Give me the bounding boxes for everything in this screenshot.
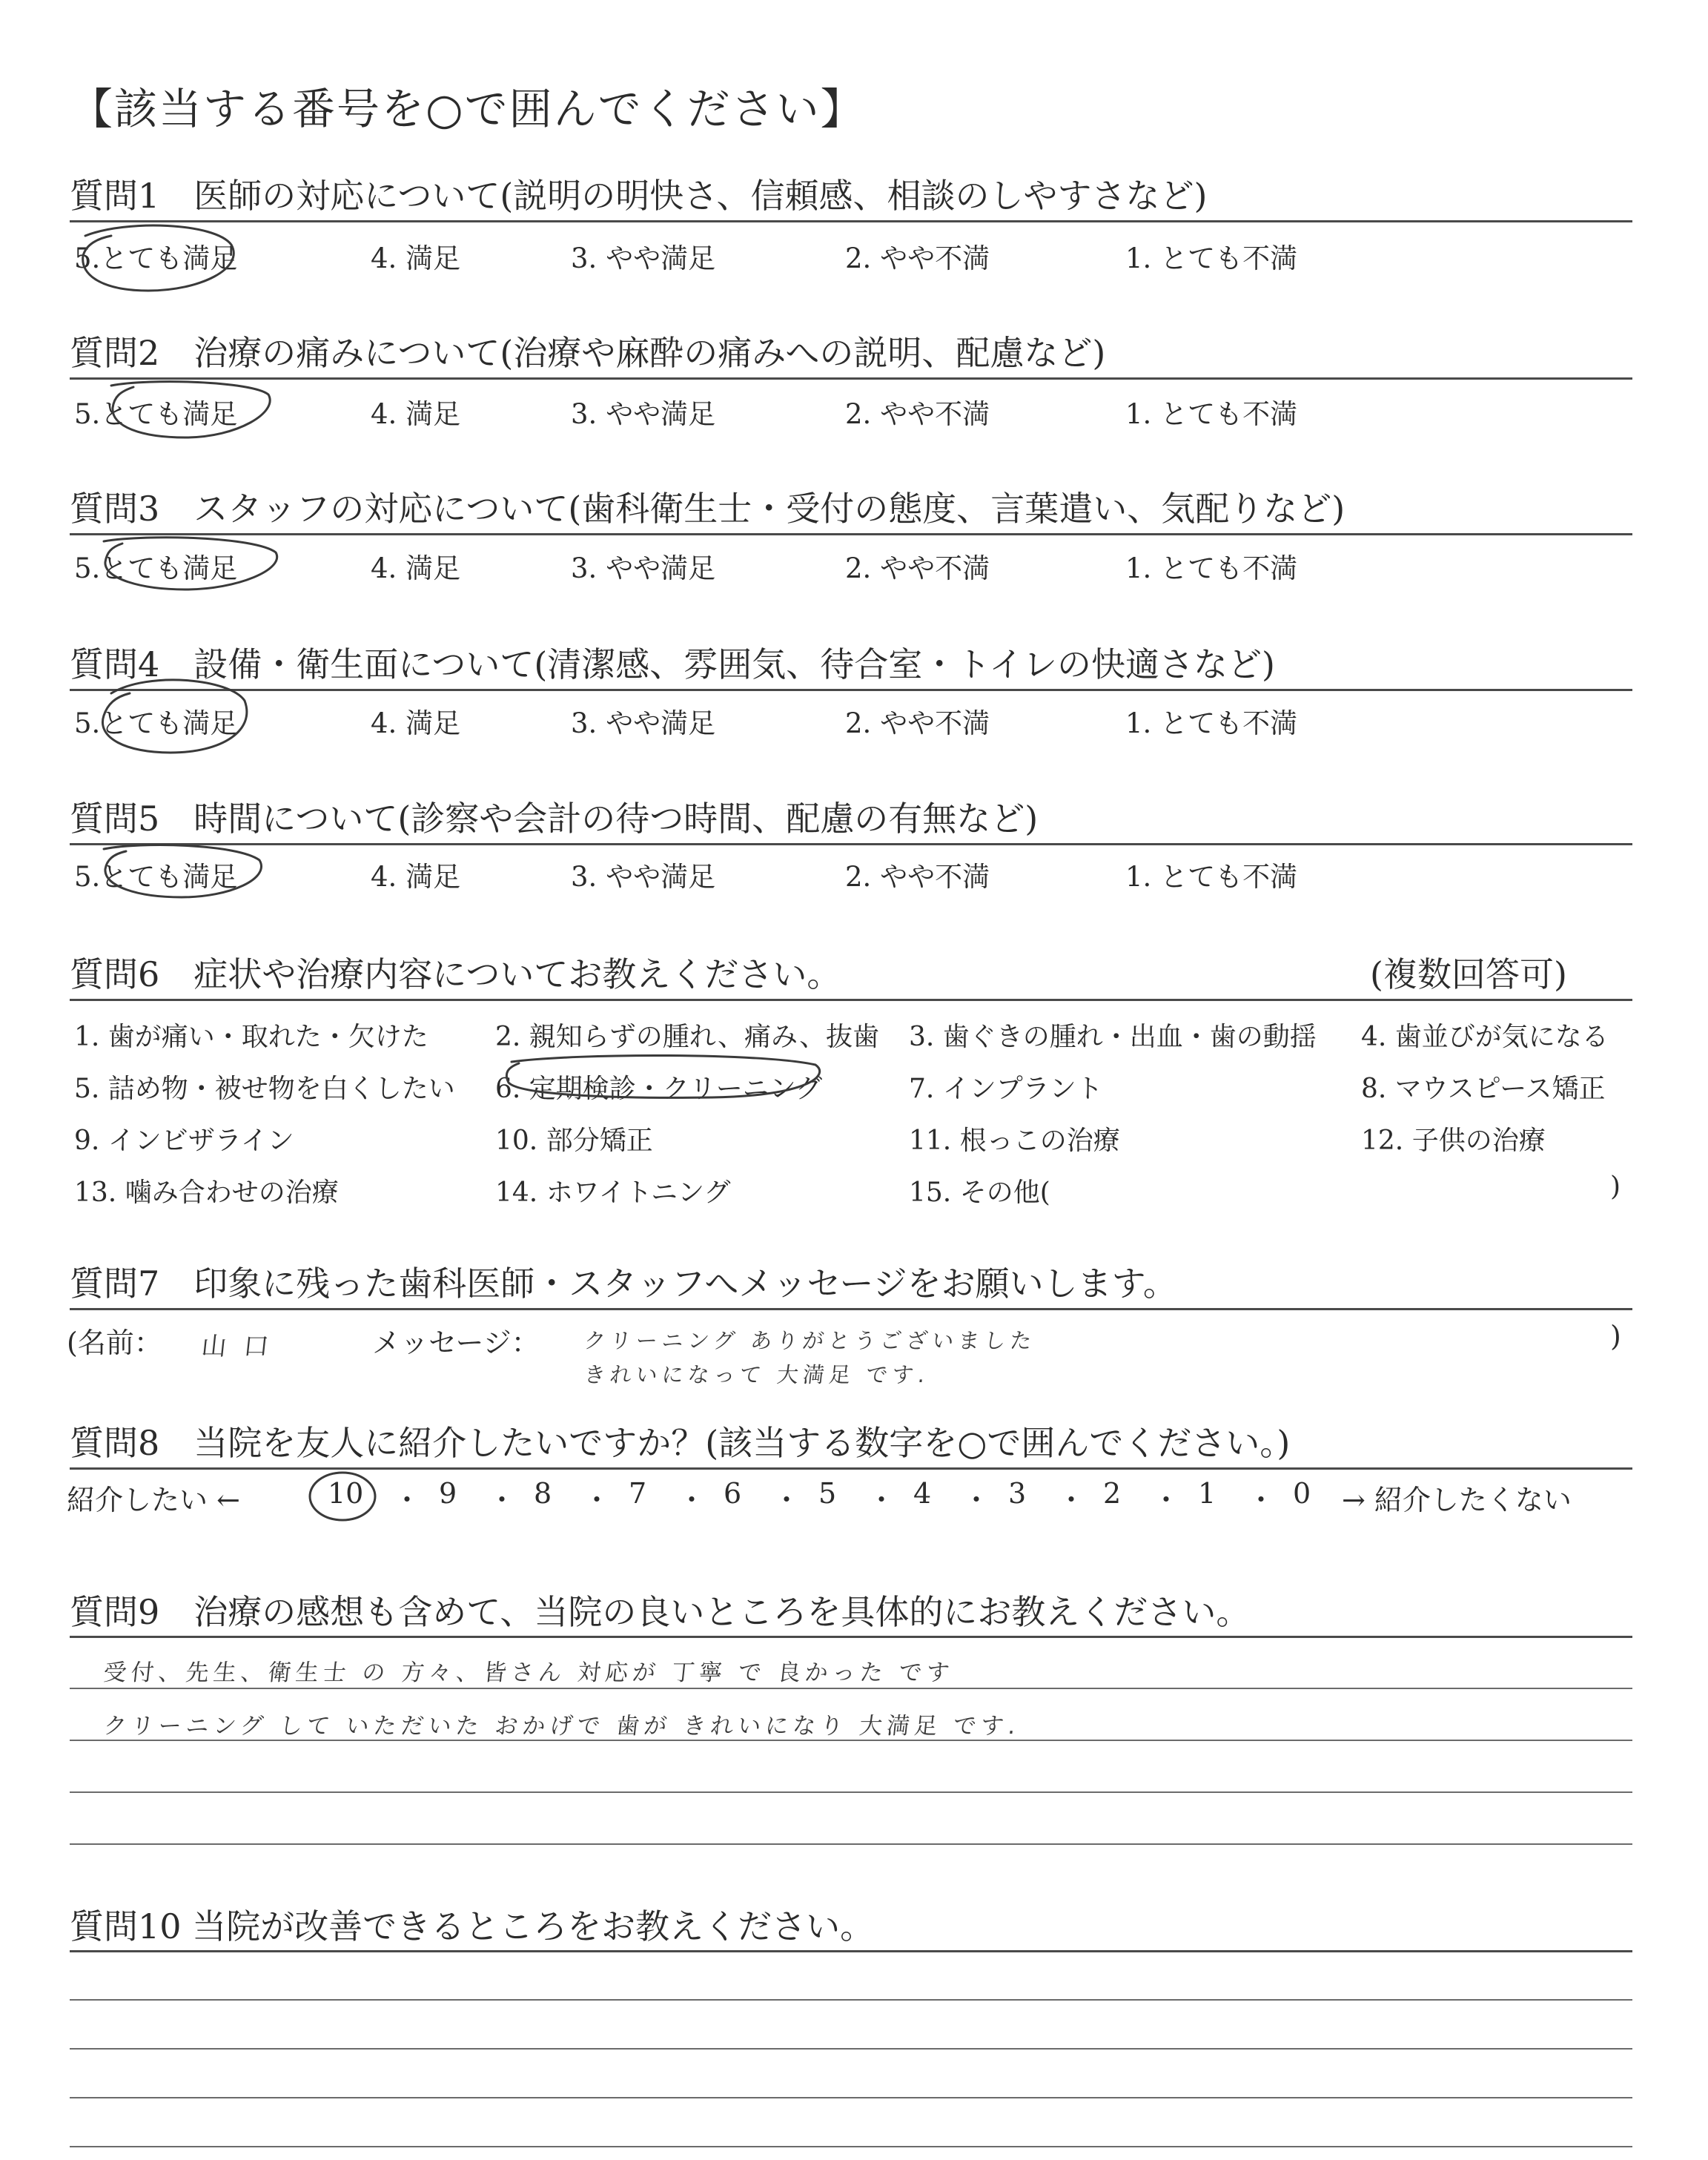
q10-writing-line[interactable] [70, 2048, 1632, 2050]
q4-option-4[interactable]: 4. 満足 [371, 707, 461, 739]
q8-value-10[interactable]: 10 [328, 1477, 364, 1510]
q6-option-8[interactable]: 8. マウスピース矯正 [1361, 1074, 1606, 1104]
q8-right-label: → 紹介したくない [1342, 1484, 1572, 1516]
q2-option-3[interactable]: 3. やや満足 [571, 398, 716, 430]
q1-option-5[interactable]: 5.とても満足 [74, 242, 238, 274]
q9-answer-line-2[interactable]: クリーニング して いただいた おかげで 歯が きれいになり 大満足 です. [102, 1713, 1022, 1740]
q1-option-4[interactable]: 4. 満足 [371, 242, 461, 274]
q2-option-2[interactable]: 2. やや不満 [845, 398, 990, 430]
q6-option-7[interactable]: 7. インプラント [909, 1074, 1103, 1104]
question-1-heading: 質問1 医師の対応について(説明の明快さ、信頼感、相談のしやすさなど) [70, 176, 1208, 216]
question-9-heading: 質問9 治療の感想も含めて、当院の良いところを具体的にお教えください。 [70, 1592, 1251, 1632]
q6-option-5[interactable]: 5. 詰め物・被せ物を白くしたい [74, 1074, 455, 1104]
question-10-rule [70, 1950, 1632, 1952]
q9-writing-line [70, 1740, 1632, 1741]
question-7-heading: 質問7 印象に残った歯科医師・スタッフへメッセージをお願いします。 [70, 1264, 1177, 1304]
question-8-rule [70, 1467, 1632, 1470]
question-5-rule [70, 843, 1632, 845]
q6-option-14[interactable]: 14. ホワイトニング [495, 1178, 731, 1208]
question-10-heading: 質問10 当院が改善できるところをお教えください。 [70, 1906, 875, 1946]
form-title: 【該当する番号を○で囲んでください】 [70, 84, 865, 134]
q8-dot: ・ [488, 1484, 517, 1516]
question-2-heading: 質問2 治療の痛みについて(治療や麻酔の痛みへの説明、配慮など) [70, 333, 1106, 373]
question-1-rule [70, 220, 1632, 222]
q2-option-5[interactable]: 5.とても満足 [74, 398, 238, 430]
q7-message-label: メッセージ： [372, 1327, 540, 1359]
q3-option-2[interactable]: 2. やや不満 [845, 552, 990, 584]
q7-name-label: (名前： [67, 1327, 162, 1359]
q8-dot: ・ [1247, 1484, 1276, 1516]
question-7-rule [70, 1308, 1632, 1310]
question-4-heading: 質問4 設備・衛生面について(清潔感、雰囲気、待合室・トイレの快適さなど) [70, 644, 1275, 684]
q5-option-2[interactable]: 2. やや不満 [845, 861, 990, 893]
q7-message-line-1[interactable]: クリーニング ありがとうございました [583, 1328, 1038, 1353]
q6-option-12[interactable]: 12. 子供の治療 [1361, 1126, 1546, 1156]
q9-writing-line [70, 1843, 1632, 1845]
q8-value-9[interactable]: 9 [439, 1477, 457, 1510]
q8-value-6[interactable]: 6 [724, 1477, 742, 1510]
q4-option-5[interactable]: 5.とても満足 [74, 707, 238, 739]
q6-option-13[interactable]: 13. 噛み合わせの治療 [74, 1178, 339, 1208]
q8-value-0[interactable]: 0 [1293, 1477, 1311, 1510]
q2-option-4[interactable]: 4. 満足 [371, 398, 461, 430]
question-4-rule [70, 689, 1632, 691]
q6-option-1[interactable]: 1. 歯が痛い・取れた・欠けた [74, 1022, 428, 1052]
q1-option-1[interactable]: 1. とても不満 [1125, 242, 1298, 274]
q8-value-3[interactable]: 3 [1008, 1477, 1027, 1510]
q1-option-2[interactable]: 2. やや不満 [845, 242, 990, 274]
q8-dot: ・ [393, 1484, 422, 1516]
q8-value-2[interactable]: 2 [1103, 1477, 1122, 1510]
q9-writing-line [70, 1791, 1632, 1793]
question-2-rule [70, 377, 1632, 380]
q9-answer-line-1[interactable]: 受付、先生、衛生士 の 方々、皆さん 対応が 丁寧 で 良かった です [102, 1659, 956, 1686]
q8-value-4[interactable]: 4 [913, 1477, 932, 1510]
q8-value-8[interactable]: 8 [534, 1477, 552, 1510]
question-3-rule [70, 533, 1632, 535]
q6-option-3[interactable]: 3. 歯ぐきの腫れ・出血・歯の動揺 [909, 1022, 1317, 1052]
question-6-rule [70, 999, 1632, 1001]
question-8-heading: 質問8 当院を友人に紹介したいですか？(該当する数字を○で囲んでください。) [70, 1423, 1291, 1463]
q8-dot: ・ [867, 1484, 896, 1516]
q8-left-label: 紹介したい ← [67, 1484, 240, 1516]
q6-option-2[interactable]: 2. 親知らずの腫れ、痛み、抜歯 [495, 1022, 880, 1052]
q8-dot: ・ [962, 1484, 991, 1516]
q6-option-4[interactable]: 4. 歯並びが気になる [1361, 1022, 1609, 1052]
q10-writing-line[interactable] [70, 1999, 1632, 2001]
question-3-heading: 質問3 スタッフの対応について(歯科衛生士・受付の態度、言葉遣い、気配りなど) [70, 489, 1345, 529]
q8-dot: ・ [772, 1484, 801, 1516]
q6-option-15[interactable]: 15. その他( [909, 1178, 1050, 1208]
q8-dot: ・ [1057, 1484, 1086, 1516]
q8-value-7[interactable]: 7 [629, 1477, 647, 1510]
q8-dot: ・ [1152, 1484, 1181, 1516]
q4-option-3[interactable]: 3. やや満足 [571, 707, 716, 739]
q6-option-10[interactable]: 10. 部分矯正 [495, 1126, 653, 1156]
q3-option-4[interactable]: 4. 満足 [371, 552, 461, 584]
q10-writing-line[interactable] [70, 2146, 1632, 2147]
q5-option-1[interactable]: 1. とても不満 [1125, 861, 1298, 893]
q5-option-3[interactable]: 3. やや満足 [571, 861, 716, 893]
q5-option-4[interactable]: 4. 満足 [371, 861, 461, 893]
q7-message-line-2[interactable]: きれいになって 大満足 です. [583, 1362, 931, 1387]
q7-name-value[interactable]: 山 口 [199, 1332, 275, 1361]
q7-close-paren: ) [1610, 1320, 1621, 1353]
q4-option-2[interactable]: 2. やや不満 [845, 707, 990, 739]
q1-option-3[interactable]: 3. やや満足 [571, 242, 716, 274]
q2-option-1[interactable]: 1. とても不満 [1125, 398, 1298, 430]
q3-option-1[interactable]: 1. とても不満 [1125, 552, 1298, 584]
q5-option-5[interactable]: 5.とても満足 [74, 861, 238, 893]
q6-other-close-paren: ) [1610, 1172, 1621, 1202]
q6-option-9[interactable]: 9. インビザライン [74, 1126, 294, 1156]
q8-dot: ・ [678, 1484, 706, 1516]
q3-option-3[interactable]: 3. やや満足 [571, 552, 716, 584]
q6-option-11[interactable]: 11. 根っこの治療 [909, 1126, 1120, 1156]
q8-value-1[interactable]: 1 [1198, 1477, 1217, 1510]
q6-option-6[interactable]: 6. 定期検診・クリーニング [495, 1074, 823, 1104]
question-5-heading: 質問5 時間について(診察や会計の待つ時間、配慮の有無など) [70, 799, 1039, 839]
q4-option-1[interactable]: 1. とても不満 [1125, 707, 1298, 739]
q9-writing-line [70, 1688, 1632, 1689]
q8-dot: ・ [583, 1484, 612, 1516]
q3-option-5[interactable]: 5.とても満足 [74, 552, 238, 584]
q10-writing-line[interactable] [70, 2097, 1632, 2098]
question-6-note: (複数回答可) [1370, 954, 1567, 994]
q8-value-5[interactable]: 5 [818, 1477, 837, 1510]
question-9-rule [70, 1636, 1632, 1638]
question-6-heading: 質問6 症状や治療内容についてお教えください。 [70, 954, 841, 994]
